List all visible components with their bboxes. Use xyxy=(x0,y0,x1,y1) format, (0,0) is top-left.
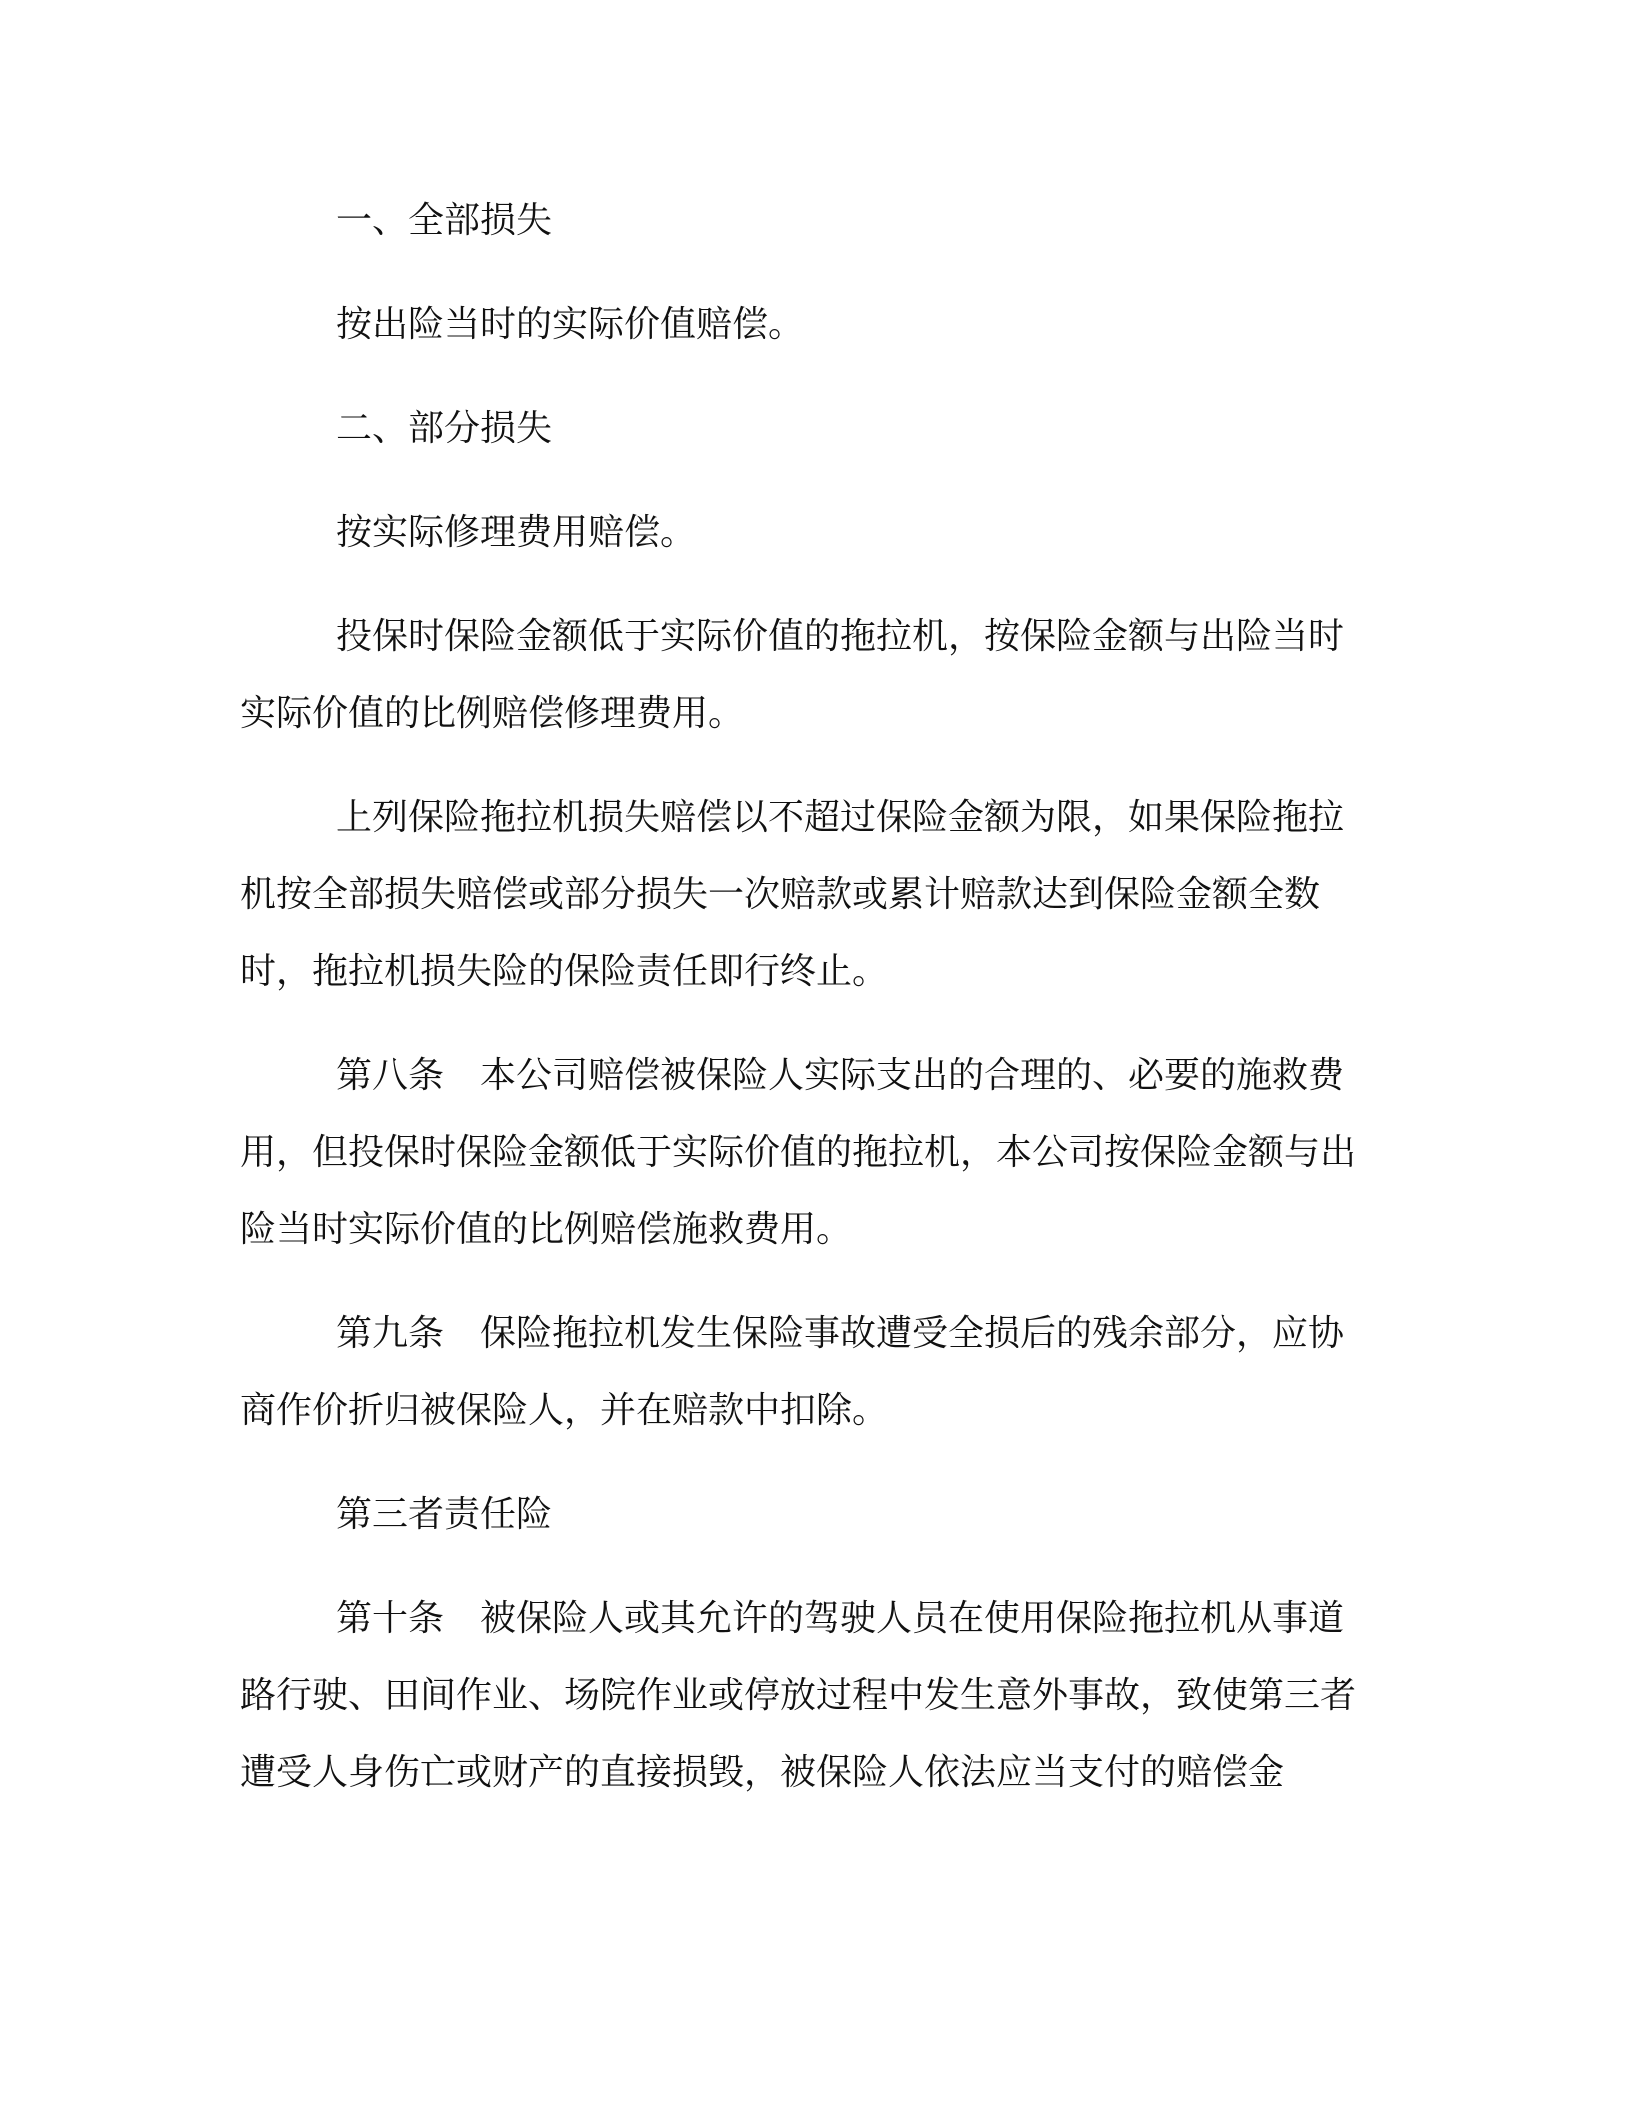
article-9: 第九条 保险拖拉机发生保险事故遭受全损后的残余部分，应协商作价折归被保险人，并在赔款中扣除。 xyxy=(240,1313,1345,1431)
article-10: 第十条 被保险人或其允许的驾驶人员在使用保险拖拉机从事道路行驶、田间作业、场院作业或停放过程中发生意外事故，致使第三者遭受人身伤亡或财产的直接损毁，被保险人依法应当支付的赔偿金 xyxy=(240,1598,1357,1793)
section-heading-total-loss: 一、全部损失 xyxy=(336,200,553,241)
paragraph-loss-limit: 上列保险拖拉机损失赔偿以不超过保险金额为限，如果保险拖拉机按全部损失赔偿或部分损失一次赔款或累计赔款达到保险金额全数时，拖拉机损失险的保险责任即行终止。 xyxy=(240,797,1345,992)
section-heading-partial-loss: 二、部分损失 xyxy=(336,408,553,449)
section-heading-third-party-liability: 第三者责任险 xyxy=(336,1494,553,1535)
article-8: 第八条 本公司赔偿被保险人实际支出的合理的、必要的施救费用，但投保时保险金额低于实际价值的拖拉机，本公司按保险金额与出险当时实际价值的比例赔偿施救费用。 xyxy=(240,1055,1357,1250)
document-body xyxy=(240,182,1375,1838)
paragraph-underinsurance: 投保时保险金额低于实际价值的拖拉机，按保险金额与出险当时实际价值的比例赔偿修理费用。 xyxy=(240,616,1345,734)
paragraph-partial-loss-rule: 按实际修理费用赔偿。 xyxy=(336,512,697,553)
paragraph-total-loss-rule: 按出险当时的实际价值赔偿。 xyxy=(336,304,805,345)
